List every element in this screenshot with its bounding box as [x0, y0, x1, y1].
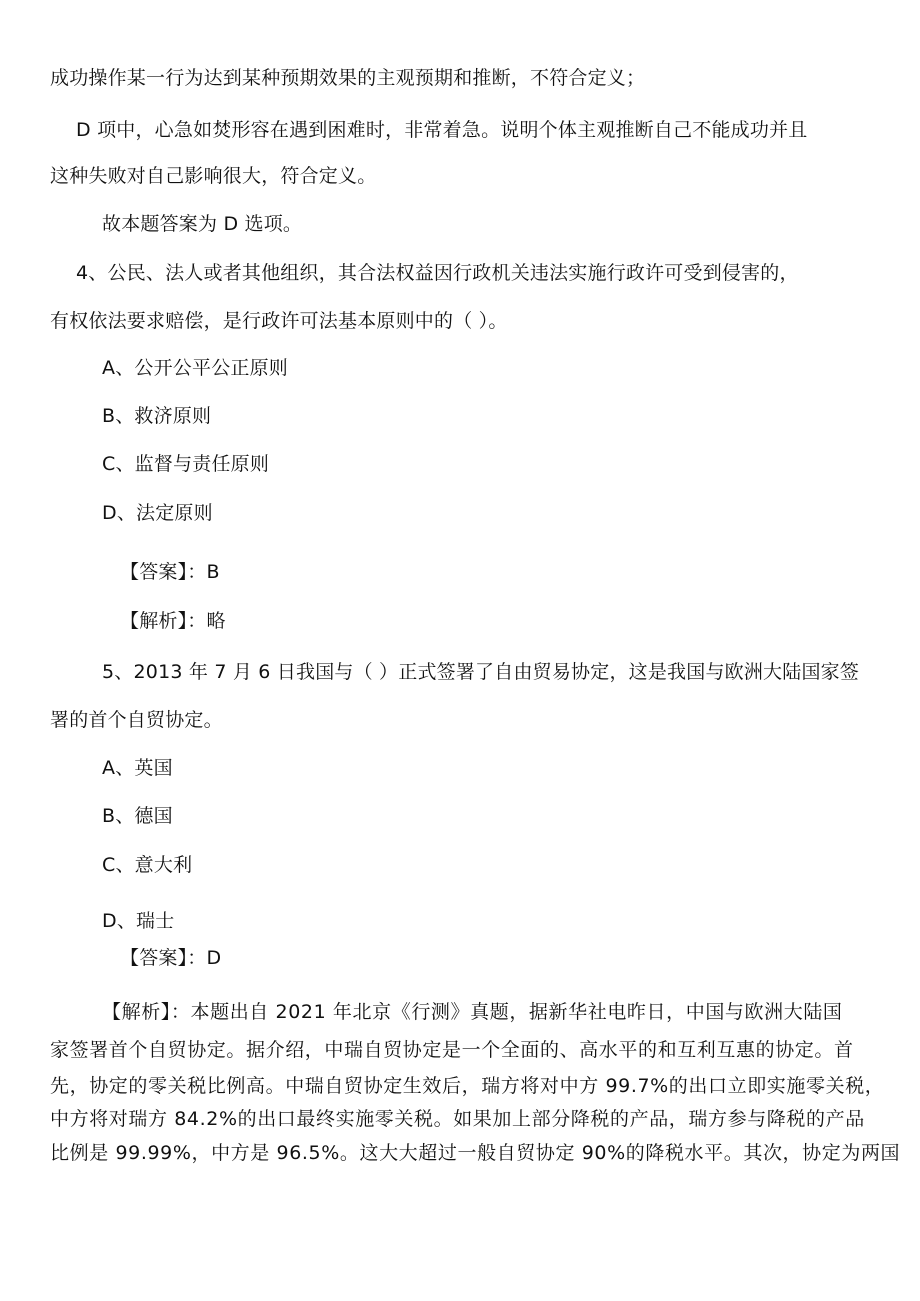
paragraph-line: 成功操作某一行为达到某种预期效果的主观预期和推断，不符合定义； [50, 67, 646, 89]
question-4-stem: 有权依法要求赔偿，是行政许可法基本原则中的（ ）。 [50, 310, 508, 332]
paragraph-line: D 项中，心急如焚形容在遇到困难时，非常着急。说明个体主观推断自己不能成功并且 [76, 119, 808, 141]
question-5-analysis-line: 家签署首个自贸协定。据介绍，中瑞自贸协定是一个全面的、高水平的和互利互惠的协定。首 [50, 1039, 854, 1061]
question-5-analysis-line: 先，协定的零关税比例高。中瑞自贸协定生效后，瑞方将对中方 99.7%的出口立即实施零关税， [50, 1075, 885, 1097]
question-4-analysis: 【解析】：略 [120, 610, 226, 632]
question-5-analysis-line: 中方将对瑞方 84.2%的出口最终实施零关税。如果加上部分降税的产品，瑞方参与降税的产品 [50, 1108, 865, 1130]
conclusion-line: 故本题答案为 D 选项。 [102, 213, 303, 235]
paragraph-line: 这种失败对自己影响很大，符合定义。 [50, 165, 377, 187]
question-5-analysis-line: 比例是 99.99%，中方是 96.5%。这大大超过一般自贸协定 90%的降税水平。其次，协定为两国 [50, 1142, 901, 1164]
question-4-option-d: D、法定原则 [102, 502, 213, 524]
question-4-option-b: B、救济原则 [102, 405, 212, 427]
question-5-stem: 5、2013 年 7 月 6 日我国与（ ）正式签署了自由贸易协定，这是我国与欧洲大陆国家签 [102, 661, 860, 683]
question-4-option-c: C、监督与责任原则 [102, 453, 270, 475]
question-5-option-d: D、瑞士 [102, 910, 175, 932]
question-5-option-b: B、德国 [102, 805, 173, 827]
question-4-option-a: A、公开公平公正原则 [102, 357, 288, 379]
question-4-stem: 4、公民、法人或者其他组织，其合法权益因行政机关违法实施行政许可受到侵害的， [76, 262, 799, 284]
question-5-analysis-line: 【解析】：本题出自 2021 年北京《行测》真题，据新华社电昨日，中国与欧洲大陆国 [102, 1001, 843, 1023]
question-4-answer: 【答案】：B [120, 561, 220, 583]
question-5-answer: 【答案】：D [120, 947, 222, 969]
question-5-option-c: C、意大利 [102, 854, 193, 876]
question-5-stem: 署的首个自贸协定。 [50, 709, 223, 731]
question-5-option-a: A、英国 [102, 757, 173, 779]
